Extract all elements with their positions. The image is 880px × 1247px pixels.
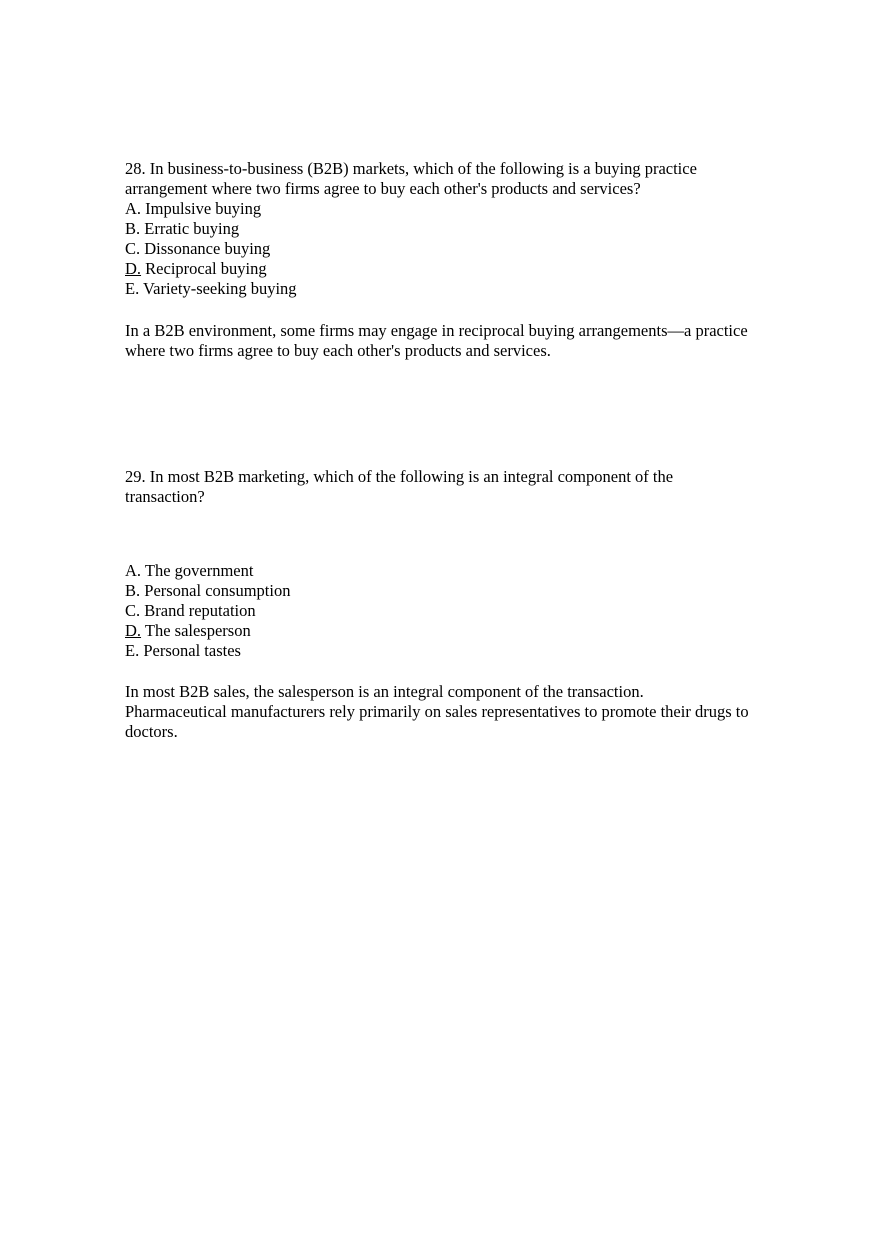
option-letter: E. [125,279,140,298]
option-text: Personal consumption [144,581,291,600]
question-29-options [125,561,795,661]
question-28-text [125,159,795,199]
option-c [125,239,795,259]
explanation-line: doctors. [125,722,178,741]
question-28-explanation [125,321,795,361]
option-letter: A. [125,199,142,218]
option-b [125,581,795,601]
question-line: transaction? [125,487,205,506]
option-letter: E. [125,641,140,660]
explanation-line: Pharmaceutical manufacturers rely primarily on sales representatives to promote their drugs to [125,702,749,721]
option-text: The government [144,561,254,580]
explanation-line: In most B2B sales, the salesperson is an integral component of the transaction. [125,682,644,701]
explanation-line: where two firms agree to buy each other's products and services. [125,341,551,360]
option-text: Dissonance buying [144,239,271,258]
option-letter: C. [125,239,141,258]
question-29-text [125,467,795,507]
option-text: Reciprocal buying [145,259,267,278]
option-letter: B. [125,581,141,600]
option-text: Impulsive buying [145,199,262,218]
option-b [125,219,795,239]
option-text: Personal tastes [143,641,241,660]
option-letter: A. [125,561,142,580]
option-text: Erratic buying [144,219,240,238]
explanation-line: In a B2B environment, some firms may engage in reciprocal buying arrangements—a practice [125,321,748,340]
question-line: 28. In business-to-business (B2B) markets, which of the following is a buying practice [125,159,697,178]
option-letter: C. [125,601,141,620]
option-text: Variety-seeking buying [143,279,297,298]
option-letter: B. [125,219,141,238]
option-e [125,641,795,661]
option-e [125,279,795,299]
question-line: 29. In most B2B marketing, which of the following is an integral component of the [125,467,674,486]
question-number: 29. [125,467,146,486]
question-line: arrangement where two firms agree to buy each other's products and services? [125,179,641,198]
question-28-options [125,199,795,299]
question-number: 28. [125,159,146,178]
option-a [125,199,795,219]
correct-option-letter: D. [125,259,142,278]
option-d-correct [125,621,795,641]
option-a [125,561,795,581]
option-d-correct [125,259,795,279]
option-text: The salesperson [144,621,251,640]
correct-option-letter: D. [125,621,142,640]
option-c [125,601,795,621]
option-text: Brand reputation [144,601,256,620]
question-29-explanation [125,682,795,742]
